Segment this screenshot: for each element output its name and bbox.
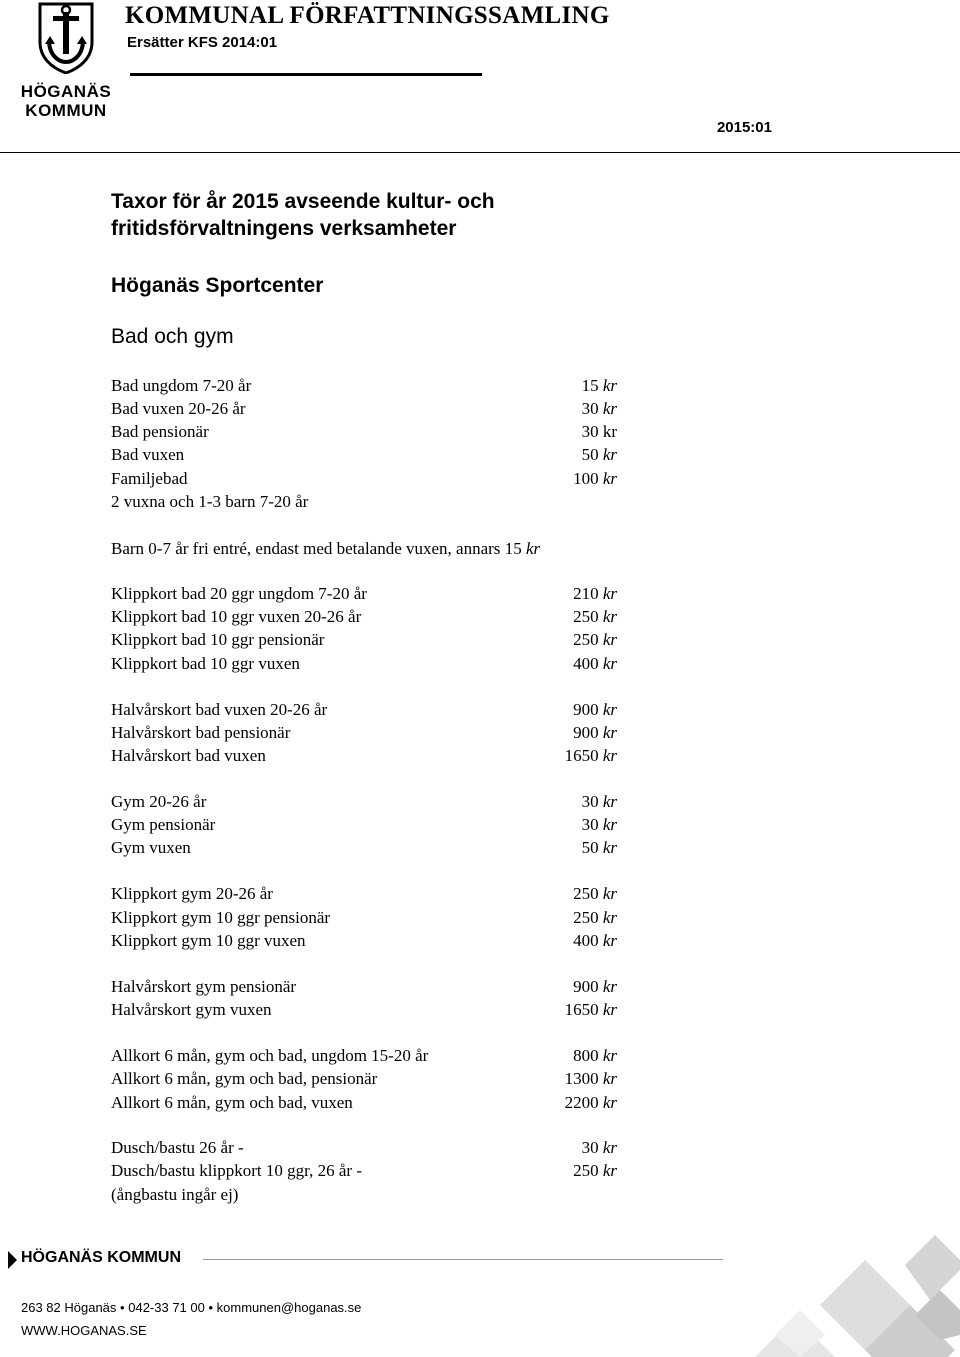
list-item-label: Allkort 6 mån, gym och bad, ungdom 15-20 år [111,1046,429,1065]
replaces-note: Ersätter KFS 2014:01 [127,34,278,51]
page-divider [0,152,960,153]
list-item-label: Klippkort bad 10 ggr vuxen 20-26 år [111,607,362,626]
footer-website[interactable]: WWW.HOGANAS.SE [21,1323,147,1338]
footer-phone: 042-33 71 00 [128,1300,205,1315]
venue-heading: Höganäs Sportcenter [111,274,324,297]
list-item-price: 100 kr [573,469,617,488]
list-item-price: 900 kr [573,700,617,719]
list-item-label: Halvårskort bad vuxen [111,746,266,765]
list-item-label: Klippkort bad 10 ggr pensionär [111,630,325,649]
section-heading: Bad och gym [111,325,234,348]
header-divider [130,73,482,76]
list-item-label: Klippkort bad 20 ggr ungdom 7-20 år [111,584,367,603]
list-item-label: Gym vuxen [111,838,191,857]
list-item-label: Klippkort bad 10 ggr vuxen [111,654,300,673]
list-item-label: Bad vuxen [111,445,185,464]
decorative-diamond-pattern [755,1235,960,1357]
list-item-price: 1650 kr [564,746,617,765]
list-item-price: 250 kr [573,908,617,927]
list-item-label: 2 vuxna och 1-3 barn 7-20 år [111,492,309,511]
document-heading-line2: fritidsförvaltningens verksamheter [111,217,457,240]
list-item-price: 400 kr [573,931,617,950]
list-item-price: 900 kr [573,977,617,996]
list-item-price: 250 kr [573,607,617,626]
list-item-label: (ångbastu ingår ej) [111,1185,239,1204]
list-item-label: Allkort 6 mån, gym och bad, pensionär [111,1069,378,1088]
document-heading [111,188,495,242]
anchor-crest-icon [36,2,96,74]
logo-org-line1: HÖGANÄS [20,82,112,101]
list-item-label: Halvårskort bad vuxen 20-26 år [111,700,328,719]
footer-email[interactable]: kommunen@hoganas.se [216,1300,362,1315]
list-item-price: 2200 kr [564,1093,617,1112]
list-item-price: 1650 kr [564,1000,617,1019]
list-item-label: Klippkort gym 20-26 år [111,884,273,903]
logo-org-line2: KOMMUN [25,101,107,120]
list-item-label: Allkort 6 mån, gym och bad, vuxen [111,1093,353,1112]
list-item-price: 800 kr [573,1046,617,1065]
list-item-price: 50 kr [581,445,617,464]
footer-org-name: HÖGANÄS KOMMUN [21,1249,181,1266]
list-item-label: Bad ungdom 7-20 år [111,376,252,395]
collection-title: KOMMUNAL FÖRFATTNINGSSAMLING [125,2,610,29]
list-item-label: Dusch/bastu 26 år - [111,1138,244,1157]
list-item-price: 210 kr [573,584,617,603]
list-item-label: Gym pensionär [111,815,216,834]
list-item-price: 50 kr [581,838,617,857]
list-item-label: Familjebad [111,469,188,488]
footer-separator: • [208,1300,214,1315]
list-item-label: Halvårskort gym pensionär [111,977,297,996]
list-item-price: 30 kr [581,792,617,811]
list-item-label: Klippkort gym 10 ggr vuxen [111,931,306,950]
footer-address: 263 82 Höganäs [21,1300,117,1315]
list-item-price: 30 kr [581,399,617,418]
list-item-price: 900 kr [573,723,617,742]
footer-separator: • [120,1300,125,1315]
list-item-price: 15 kr [581,376,617,395]
list-item-label: Barn 0-7 år fri entré, endast med betalande vuxen, annars 15 kr [111,539,541,558]
footer-contact [21,1300,361,1315]
document-heading-line1: Taxor för år 2015 avseende kultur- och [111,190,495,213]
list-item-label: Bad vuxen 20-26 år [111,399,246,418]
list-item-label: Halvårskort gym vuxen [111,1000,272,1019]
list-item-price: 30 kr [581,1138,617,1157]
list-item-label: Halvårskort bad pensionär [111,723,291,742]
footer-divider [203,1259,723,1260]
municipality-logo [20,2,112,124]
list-item-price: 30 kr [581,815,617,834]
list-item-label: Klippkort gym 10 ggr pensionär [111,908,331,927]
list-item-price: 1300 kr [564,1069,617,1088]
list-item-label: Dusch/bastu klippkort 10 ggr, 26 år - [111,1161,362,1180]
footer-arrow-icon [8,1251,17,1269]
list-item-label: Gym 20-26 år [111,792,207,811]
list-item-price: 250 kr [573,884,617,903]
list-item-price: 30 kr [581,422,617,441]
list-item-price: 250 kr [573,630,617,649]
document-number: 2015:01 [716,119,772,136]
list-item-price: 250 kr [573,1161,617,1180]
list-item-label: Bad pensionär [111,422,209,441]
list-item-price: 400 kr [573,654,617,673]
